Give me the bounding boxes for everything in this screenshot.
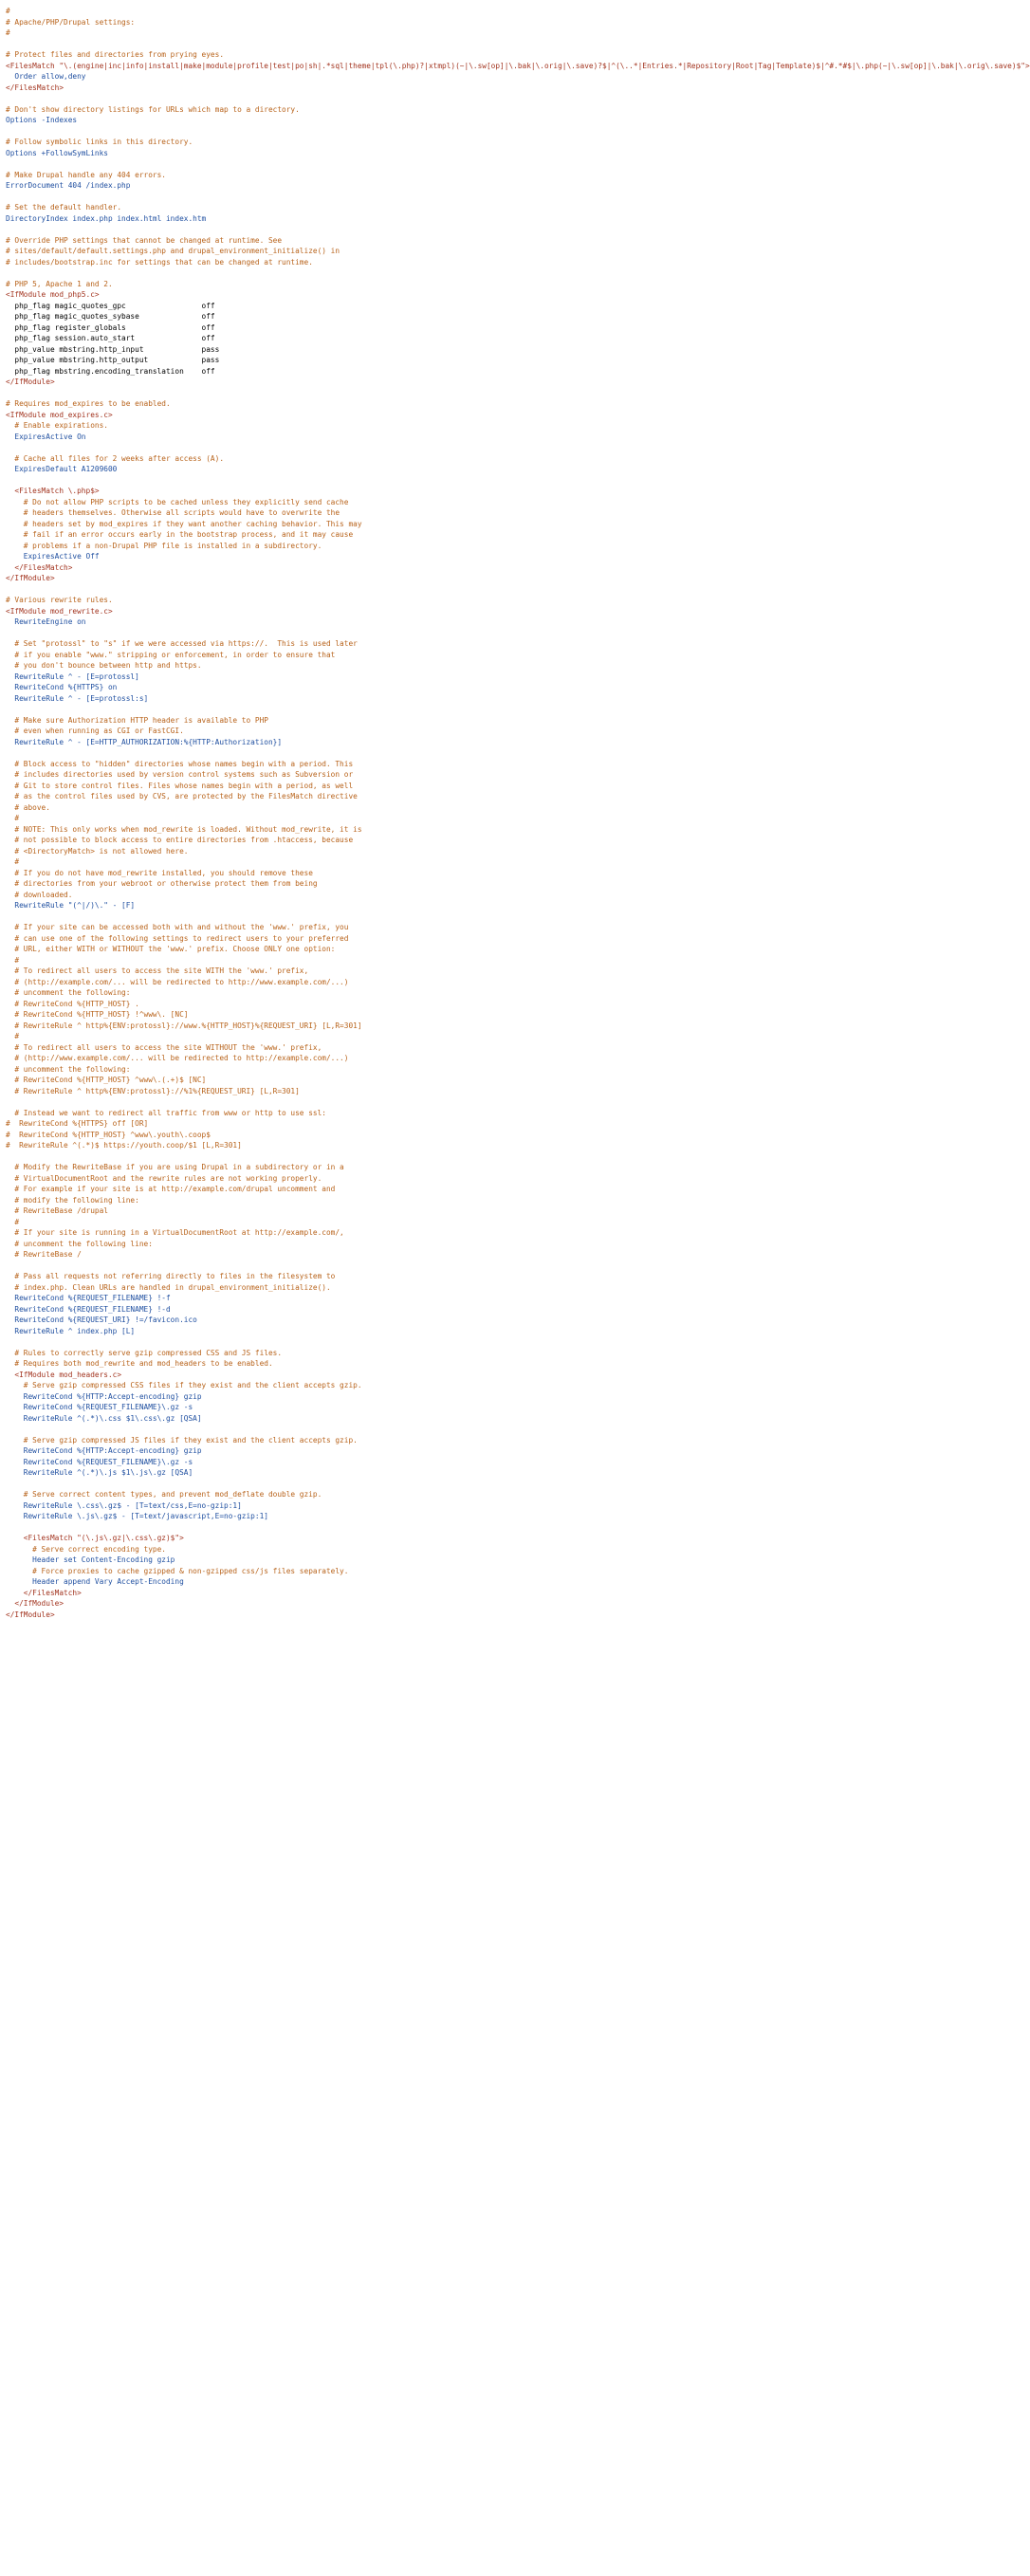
code-line: # includes/bootstrap.inc for settings that can be changed at runtime.	[6, 257, 313, 267]
code-line: <FilesMatch \.php$>	[6, 487, 100, 495]
code-line: # Block access to "hidden" directories whose names begin with a period. This	[6, 759, 354, 768]
code-line: # If your site is running in a VirtualDocumentRoot at http://example.com/,	[6, 1228, 344, 1237]
code-line: <IfModule mod_php5.c>	[6, 290, 100, 299]
code-line: Options +FollowSymLinks	[6, 148, 108, 157]
code-line: RewriteRule ^(.*)\.css $1\.css\.gz [QSA]	[6, 1413, 202, 1423]
code-line	[6, 584, 563, 596]
code-line: # PHP 5, Apache 1 and 2.	[6, 279, 113, 288]
code-line: # Requires both mod_rewrite and mod_headers to be enabled.	[6, 1359, 273, 1368]
code-line: # RewriteBase /drupal	[6, 1206, 108, 1215]
code-line	[6, 388, 563, 399]
code-line: # RewriteCond %{HTTP_HOST} ^www\.youth\.coop$	[6, 1130, 211, 1139]
code-line: # uncomment the following line:	[6, 1239, 153, 1248]
code-line: # To redirect all users to access the site WITH the 'www.' prefix,	[6, 966, 309, 975]
code-line: RewriteCond %{REQUEST_FILENAME}\.gz -s	[6, 1403, 193, 1411]
code-line	[6, 224, 563, 235]
code-line: #	[6, 1032, 20, 1040]
code-line: # Rules to correctly serve gzip compressed CSS and JS files.	[6, 1348, 283, 1357]
code-line: # headers set by mod_expires if they want another caching behavior. This may	[6, 519, 362, 528]
code-line: # To redirect all users to access the site WITHOUT the 'www.' prefix,	[6, 1042, 322, 1052]
code-line: </IfModule>	[6, 377, 55, 386]
code-line: # above.	[6, 802, 50, 812]
code-line	[6, 267, 563, 279]
code-line: # If you do not have mod_rewrite installed, you should remove these	[6, 868, 313, 877]
code-line	[6, 1522, 563, 1534]
code-line: # Make Drupal handle any 404 errors.	[6, 170, 166, 179]
code-line: # not possible to block access to entire directories from .htaccess, because	[6, 836, 354, 844]
code-line: # Do not allow PHP scripts to be cached unless they explicitly send cache	[6, 497, 349, 506]
code-line: Options -Indexes	[6, 116, 78, 124]
code-line: # If your site can be accessed both with and without the 'www.' prefix, you	[6, 923, 349, 931]
code-line: # Git to store control files. Files whose names begin with a period, as well	[6, 781, 354, 790]
code-line: #	[6, 28, 10, 37]
code-line: RewriteCond %{HTTP:Accept-encoding} gzip	[6, 1446, 202, 1455]
code-line: # Make sure Authorization HTTP header is available to PHP	[6, 715, 268, 725]
code-line: #	[6, 814, 20, 822]
code-line: #	[6, 955, 20, 965]
code-line	[6, 1096, 563, 1108]
code-line: RewriteRule ^ - [E=HTTP_AUTHORIZATION:%{HTTP:Authorization}]	[6, 737, 283, 746]
code-line: </FilesMatch>	[6, 562, 73, 572]
code-line	[6, 93, 563, 104]
code-line: # downloaded.	[6, 890, 73, 899]
code-line: # Enable expirations.	[6, 421, 108, 430]
code-line: # modify the following line:	[6, 1195, 139, 1205]
code-line: # For example if your site is at http://example.com/drupal uncomment and	[6, 1185, 336, 1193]
code-line	[6, 442, 563, 453]
code-line	[6, 1151, 563, 1163]
code-line: # Serve gzip compressed JS files if they exist and the client accepts gzip.	[6, 1435, 358, 1444]
code-line: # Requires mod_expires to be enabled.	[6, 399, 171, 408]
code-line: </IfModule>	[6, 1599, 64, 1608]
code-line: # RewriteRule ^ http%{ENV:protossl}://%1%{REQUEST_URI} [L,R=301]	[6, 1086, 300, 1095]
code-line: php_value mbstring.http_output pass	[6, 356, 220, 364]
code-line: # RewriteCond %{HTTP_HOST} !^www\. [NC]	[6, 1010, 189, 1019]
code-line: # RewriteRule ^(.*)$ https://youth.coop/$1 [L,R=301]	[6, 1141, 242, 1150]
code-line	[6, 704, 563, 715]
code-line: #	[6, 857, 20, 866]
code-line: RewriteCond %{HTTP:Accept-encoding} gzip	[6, 1391, 202, 1401]
code-line: # NOTE: This only works when mod_rewrite is loaded. Without mod_rewrite, it is	[6, 824, 362, 834]
code-line	[6, 1336, 563, 1348]
code-line: </FilesMatch>	[6, 1588, 82, 1597]
code-line: # RewriteBase /	[6, 1250, 82, 1259]
code-line: # RewriteRule ^ http%{ENV:protossl}://www.%{HTTP_HOST}%{REQUEST_URI} [L,R=301]	[6, 1021, 362, 1030]
code-line: #	[6, 1217, 20, 1226]
code-line: # RewriteCond %{HTTP_HOST} .	[6, 999, 139, 1008]
code-line	[6, 126, 563, 138]
code-line: # URL, either WITH or WITHOUT the 'www.' prefix. Choose ONLY one option:	[6, 945, 336, 953]
code-line: # headers themselves. Otherwise all scripts would have to overwrite the	[6, 508, 340, 517]
code-line: # includes directories used by version control systems such as Subversion or	[6, 770, 354, 779]
code-line: </IfModule>	[6, 574, 55, 582]
code-line: php_flag mbstring.encoding_translation off	[6, 366, 215, 376]
code-line	[6, 1479, 563, 1490]
code-line: RewriteRule \.js\.gz$ - [T=text/javascript,E=no-gzip:1]	[6, 1512, 268, 1520]
code-line: # index.php. Clean URLs are handled in drupal_environment_initialize().	[6, 1282, 331, 1292]
code-line: <FilesMatch "(\.js\.gz|\.css\.gz)$">	[6, 1534, 184, 1542]
code-line: RewriteRule ^ - [E=protossl:s]	[6, 693, 149, 703]
code-line: # Modify the RewriteBase if you are using Drupal in a subdirectory or in a	[6, 1163, 344, 1171]
code-line: # you don't bounce between http and https.	[6, 661, 202, 670]
code-line: # (http://example.com/... will be redirected to http://www.example.com/...)	[6, 977, 349, 986]
code-line: RewriteCond %{REQUEST_FILENAME}\.gz -s	[6, 1457, 193, 1466]
code-line: RewriteRule ^(.*)\.js $1\.js\.gz [QSA]	[6, 1468, 193, 1477]
code-line: php_flag session.auto_start off	[6, 334, 215, 342]
code-line: RewriteRule ^ - [E=protossl]	[6, 672, 139, 681]
code-line: Header append Vary Accept-Encoding	[6, 1577, 184, 1586]
code-line: RewriteCond %{REQUEST_FILENAME} !-d	[6, 1304, 171, 1314]
code-line: # can use one of the following settings to redirect users to your preferred	[6, 933, 349, 943]
code-line: # Various rewrite rules.	[6, 596, 113, 604]
code-line: # Set the default handler.	[6, 203, 122, 212]
code-line: # fail if an error occurs early in the bootstrap process, and it may cause	[6, 530, 354, 539]
code-line: Header set Content-Encoding gzip	[6, 1555, 175, 1564]
code-line: # Cache all files for 2 weeks after access (A).	[6, 453, 225, 463]
code-line: # as the control files used by CVS, are protected by the FilesMatch directive	[6, 792, 358, 800]
code-line	[6, 747, 563, 759]
code-line: RewriteRule ^ index.php [L]	[6, 1326, 136, 1335]
code-line: # Pass all requests not referring directly to files in the filesystem to	[6, 1272, 336, 1280]
code-line: # Protect files and directories from prying eyes.	[6, 50, 225, 59]
code-line: # Set "protossl" to "s" if we were accessed via https://. This is used later	[6, 639, 358, 648]
code-line: php_flag magic_quotes_gpc off	[6, 301, 215, 310]
htaccess-code-listing	[6, 6, 1030, 1620]
code-line: # uncomment the following:	[6, 1064, 131, 1074]
code-line: # Instead we want to redirect all traffic from www or http to use ssl:	[6, 1108, 326, 1117]
code-line: DirectoryIndex index.php index.html index.htm	[6, 213, 207, 223]
code-line	[6, 628, 563, 639]
code-line: # Serve correct encoding type.	[6, 1544, 166, 1554]
code-line: <IfModule mod_headers.c>	[6, 1370, 122, 1379]
code-line	[6, 158, 563, 170]
code-line: </FilesMatch>	[6, 83, 64, 92]
code-line: # Don't show directory listings for URLs which map to a directory.	[6, 104, 300, 114]
code-line: RewriteCond %{REQUEST_URI} !=/favicon.ico	[6, 1316, 197, 1324]
code-line: #	[6, 7, 10, 15]
code-line: <FilesMatch "\.(engine|inc|info|install|make|module|profile|test|po|sh|.*sql|theme|tpl(\.php)?|xtmpl)(~|\.sw[op]|\.bak|\.orig|\.save)?$|^(\..*|Entries.*|Repository|Root|Tag|Template)$|^#.*#$|\.php(~|\.sw[op]|\.bak|\.orig\.save)$">	[6, 61, 1030, 70]
code-line: # Override PHP settings that cannot be changed at runtime. See	[6, 235, 283, 245]
code-line: </IfModule>	[6, 1610, 55, 1619]
code-line: php_flag register_globals off	[6, 322, 215, 332]
code-line: # RewriteCond %{HTTP_HOST} ^www\.(.+)$ [NC]	[6, 1076, 207, 1084]
code-line: # <DirectoryMatch> is not allowed here.	[6, 846, 189, 856]
code-line: RewriteEngine on	[6, 617, 86, 626]
code-line: <IfModule mod_expires.c>	[6, 410, 113, 419]
code-line: <IfModule mod_rewrite.c>	[6, 606, 113, 616]
code-line: # even when running as CGI or FastCGI.	[6, 727, 184, 735]
code-line: # Follow symbolic links in this directory.	[6, 138, 193, 146]
code-line: # RewriteCond %{HTTPS} off [OR]	[6, 1119, 149, 1128]
code-line: # Serve gzip compressed CSS files if they exist and the client accepts gzip.	[6, 1381, 362, 1389]
code-line: ErrorDocument 404 /index.php	[6, 181, 131, 190]
code-line: # directories from your webroot or otherwise protect them from being	[6, 879, 318, 888]
code-line: # (http://www.example.com/... will be redirected to http://example.com/...)	[6, 1054, 349, 1062]
code-line: # problems if a non-Drupal PHP file is installed in a subdirectory.	[6, 541, 322, 550]
code-line	[6, 911, 563, 923]
code-line: php_flag magic_quotes_sybase off	[6, 312, 215, 321]
code-line: # if you enable "www." stripping or enforcement, in order to ensure that	[6, 650, 336, 659]
code-line: # Apache/PHP/Drupal settings:	[6, 17, 136, 27]
code-line: ExpiresActive Off	[6, 552, 100, 561]
code-line: RewriteCond %{REQUEST_FILENAME} !-f	[6, 1294, 171, 1302]
code-line	[6, 192, 563, 203]
code-line: RewriteRule "(^|/)\." - [F]	[6, 901, 136, 910]
code-line	[6, 39, 563, 50]
code-line: php_value mbstring.http_input pass	[6, 344, 220, 354]
code-line: ExpiresActive On	[6, 432, 86, 441]
code-line: RewriteRule \.css\.gz$ - [T=text/css,E=no-gzip:1]	[6, 1500, 242, 1510]
code-line: RewriteCond %{HTTPS} on	[6, 683, 118, 691]
code-line: # Force proxies to cache gzipped & non-gzipped css/js files separately.	[6, 1566, 349, 1575]
code-line: ExpiresDefault A1209600	[6, 465, 118, 473]
code-line	[6, 1260, 563, 1272]
code-line: # Serve correct content types, and prevent mod_deflate double gzip.	[6, 1490, 322, 1499]
code-line	[6, 475, 563, 487]
code-line: Order allow,deny	[6, 72, 86, 81]
code-line	[6, 1424, 563, 1435]
code-line: # uncomment the following:	[6, 988, 131, 997]
code-line: # VirtualDocumentRoot and the rewrite rules are not working properly.	[6, 1173, 322, 1183]
code-line: # sites/default/default.settings.php and drupal_environment_initialize() in	[6, 247, 340, 255]
